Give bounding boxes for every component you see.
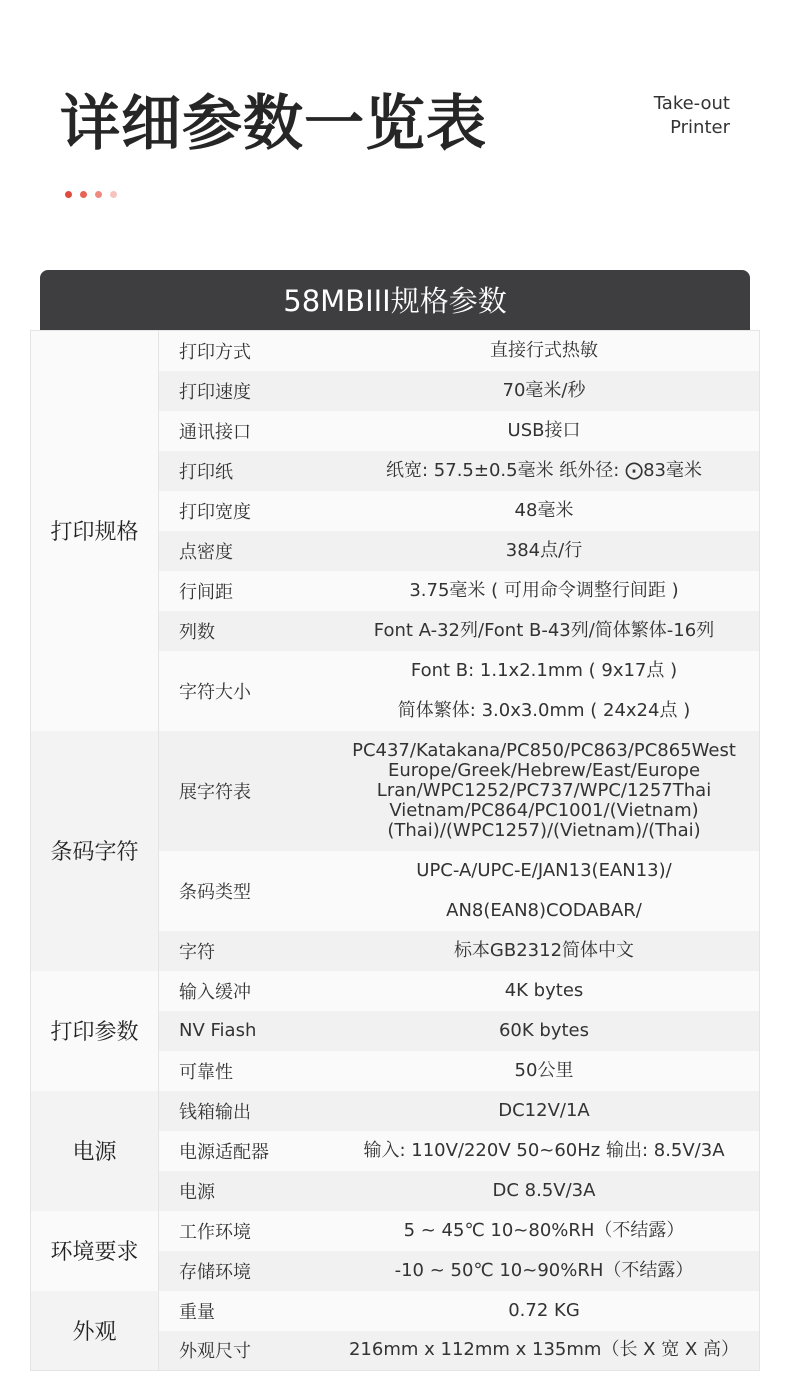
spec-value [329,1131,760,1171]
spec-label: 重量 [159,1291,330,1331]
table-row [31,331,760,371]
table-row [31,1091,760,1131]
spec-label: 打印宽度 [159,491,330,531]
spec-label: 字符 [159,931,330,971]
spec-value-line: DC12V/1A [498,1099,590,1121]
table-row [31,731,760,851]
spec-value-line: 标本GB2312简体中文 [453,939,635,961]
spec-label: 电源 [159,1171,330,1211]
spec-label: NV Fiash [159,1011,330,1051]
spec-value-line: 简体繁体: 3.0x3.0mm ( 24x24点 ) [397,699,691,721]
product-tag-line-2: Printer [670,117,730,138]
table-row [31,1211,760,1251]
category-cell: 环境要求 [31,1211,159,1291]
spec-label: 行间距 [159,571,330,611]
category-cell: 外观 [31,1291,159,1371]
spec-value-line: 直接行式热敏 [490,339,598,361]
spec-value-line: 70毫米/秒 [502,379,586,401]
spec-value-line: Font B: 1.1x2.1mm ( 9x17点 ) [410,659,678,681]
spec-value [329,971,760,1011]
spec-value-line: -10 ~ 50℃ 10~90%RH（不结露） [394,1259,694,1281]
spec-value [329,531,760,571]
spec-value-line: 384点/行 [505,539,583,561]
spec-label: 点密度 [159,531,330,571]
spec-value-line: 3.75毫米 ( 可用命令调整行间距 ) [409,579,679,601]
spec-value [329,571,760,611]
category-cell: 打印参数 [31,971,159,1091]
spec-value-line: Vietnam/PC864/PC1001/(Vietnam) [389,799,699,821]
decorative-dots [65,191,117,198]
spec-value [329,651,760,731]
spec-label: 钱箱输出 [159,1091,330,1131]
spec-banner-title: 58MBIII规格参数 [40,270,750,330]
spec-value-line: Europe/Greek/Hebrew/East/Europe [387,759,701,781]
spec-value [329,851,760,931]
spec-value [329,1331,760,1371]
spec-value [329,451,760,491]
spec-value [329,331,760,371]
dot-icon [65,191,72,198]
dot-icon [80,191,87,198]
spec-value-line: 纸宽: 57.5±0.5毫米 纸外径: ⨀83毫米 [386,459,702,481]
spec-value-line: AN8(EAN8)CODABAR/ [446,899,642,921]
spec-value-line: 216mm x 112mm x 135mm（长 X 宽 X 高） [348,1339,739,1361]
spec-value-line: 5 ~ 45℃ 10~80%RH（不结露） [403,1219,685,1241]
product-tag [654,92,730,140]
spec-value [329,1171,760,1211]
spec-value [329,611,760,651]
spec-value [329,1051,760,1091]
spec-value-line: DC 8.5V/3A [492,1179,596,1201]
spec-value [329,1011,760,1051]
spec-label: 字符大小 [159,651,330,731]
spec-value-line: 50公里 [514,1059,574,1081]
spec-label: 输入缓冲 [159,971,330,1011]
table-row [31,1291,760,1331]
page-title: 详细参数一览表 [60,89,487,159]
spec-value-line: UPC-A/UPC-E/JAN13(EAN13)/ [416,859,672,881]
spec-value [329,491,760,531]
spec-value [329,1091,760,1131]
spec-label: 工作环境 [159,1211,330,1251]
spec-label: 打印方式 [159,331,330,371]
spec-label: 条码类型 [159,851,330,931]
spec-value-line: 4K bytes [504,979,584,1001]
spec-value-line: Font A-32列/Font B-43列/简体繁体-16列 [373,619,715,641]
table-row [31,971,760,1011]
spec-value-line: Lran/WPC1252/PC737/WPC/1257Thai [376,779,712,801]
spec-value [329,411,760,451]
spec-value-line: 60K bytes [498,1019,590,1041]
spec-value-line: 输入: 110V/220V 50~60Hz 输出: 8.5V/3A [363,1139,725,1161]
spec-value-line: 48毫米 [514,499,574,521]
spec-value-line: (Thai)/(WPC1257)/(Vietnam)/(Thai) [387,819,701,841]
spec-value [329,1211,760,1251]
spec-label: 电源适配器 [159,1131,330,1171]
spec-value [329,731,760,851]
spec-value [329,1251,760,1291]
spec-label: 存储环境 [159,1251,330,1291]
category-cell: 电源 [31,1091,159,1211]
spec-label: 列数 [159,611,330,651]
spec-value-line: PC437/Katakana/PC850/PC863/PC865West [352,739,736,761]
dot-icon [95,191,102,198]
spec-label: 外观尺寸 [159,1331,330,1371]
spec-table [30,330,760,1371]
product-tag-line-1: Take-out [653,93,730,114]
spec-label: 打印纸 [159,451,330,491]
spec-value [329,931,760,971]
spec-label: 展字符表 [159,731,330,851]
spec-label: 打印速度 [159,371,330,411]
category-cell: 条码字符 [31,731,159,971]
category-cell: 打印规格 [31,331,159,731]
spec-label: 通讯接口 [159,411,330,451]
spec-value-line: USB接口 [507,419,581,441]
spec-value [329,371,760,411]
spec-value [329,1291,760,1331]
spec-label: 可靠性 [159,1051,330,1091]
dot-icon [110,191,117,198]
spec-value-line: 0.72 KG [508,1299,580,1321]
